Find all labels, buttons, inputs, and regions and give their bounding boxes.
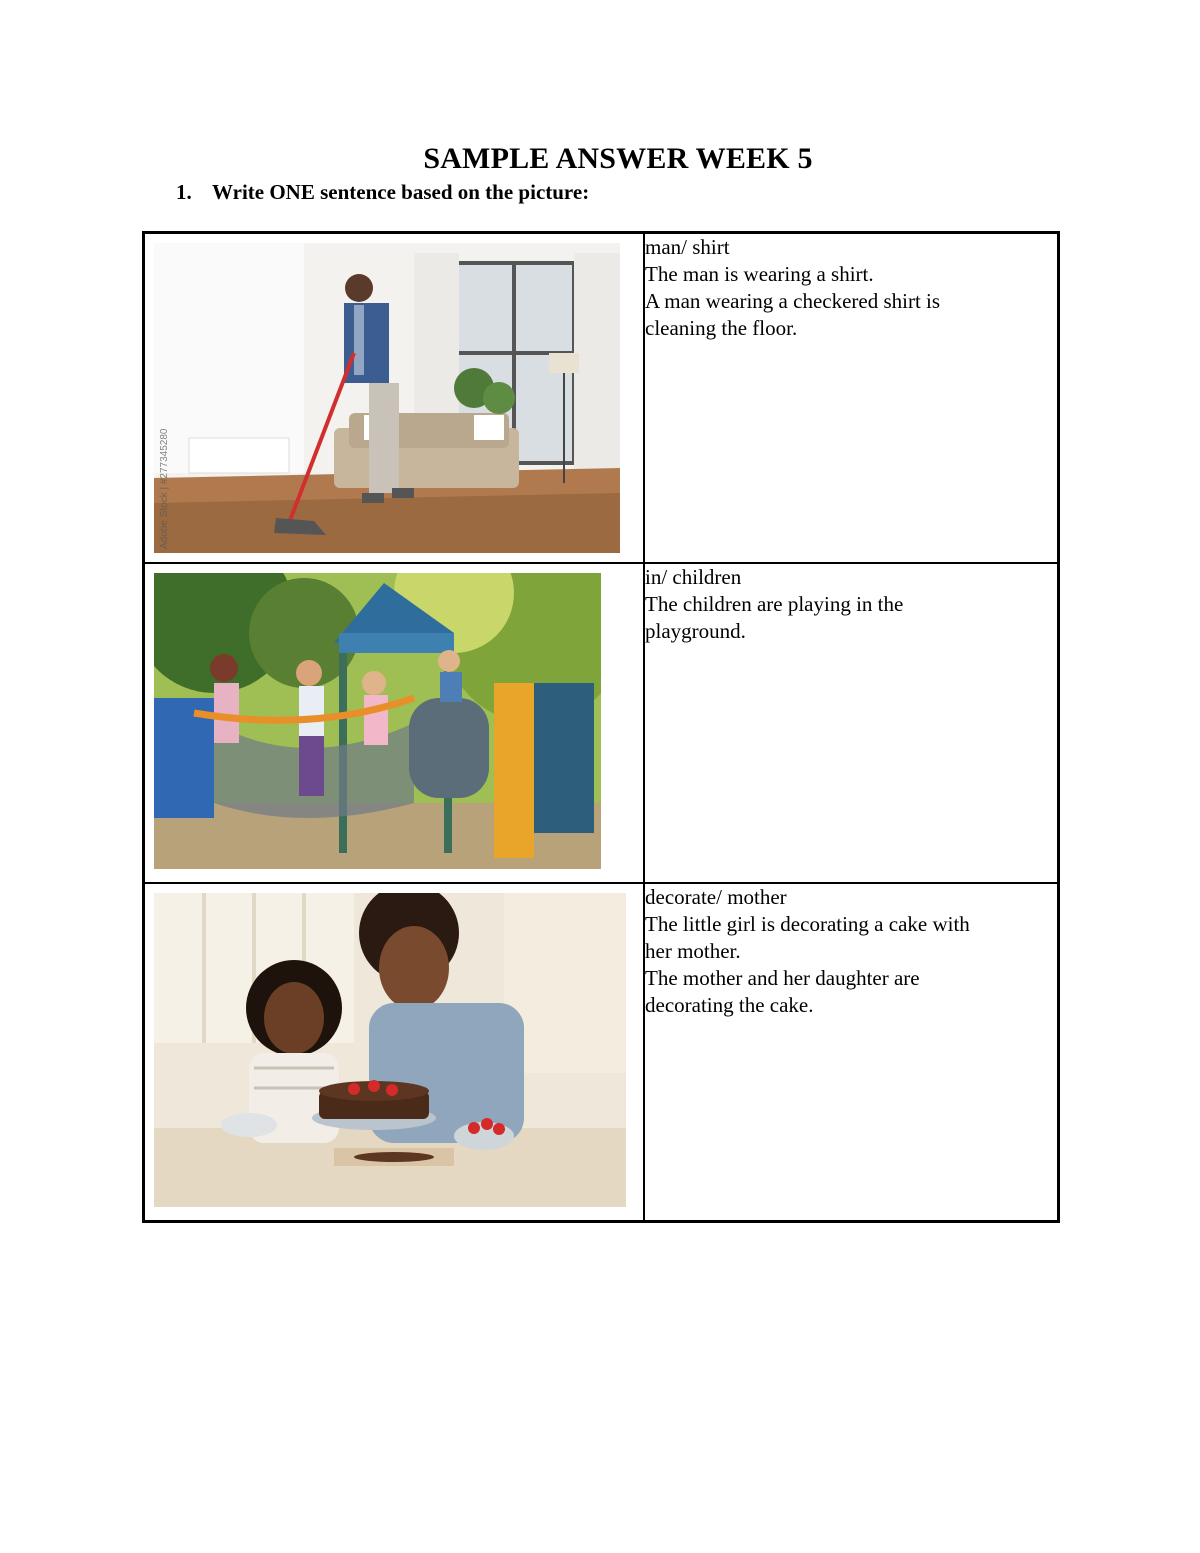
table-row (144, 883, 1059, 1222)
image-watermark: Adobe Stock | #277345280 (159, 428, 170, 549)
answer-line: The children are playing in the (645, 591, 904, 616)
answer-line: The mother and her daughter are (645, 965, 920, 990)
answer-cell (644, 883, 1059, 1222)
answer-line: her mother. (645, 938, 741, 963)
answer-cell (644, 233, 1059, 563)
keyword-line: man/ shirt (645, 235, 730, 259)
answer-line: cleaning the floor. (645, 316, 798, 340)
answer-line: The man is wearing a shirt. (645, 262, 874, 286)
keyword-line: decorate/ mother (645, 884, 787, 909)
answer-line: decorating the cake. (645, 992, 814, 1017)
picture-cell (144, 563, 645, 883)
question-heading (176, 180, 589, 205)
answer-cell (644, 563, 1059, 883)
answer-table (142, 231, 1060, 1223)
table-row (144, 233, 1059, 563)
photo-man-sweeping (154, 243, 620, 553)
table-row (144, 563, 1059, 883)
answer-line: The little girl is decorating a cake with (645, 911, 970, 936)
answer-line: playground. (645, 618, 746, 643)
picture-cell (144, 883, 645, 1222)
question-number: 1. (176, 180, 192, 204)
question-text: Write ONE sentence based on the picture: (212, 180, 590, 204)
photo-mother-daughter-cake (154, 893, 626, 1207)
page-title: SAMPLE ANSWER WEEK 5 (423, 142, 813, 175)
keyword-line: in/ children (645, 564, 742, 589)
answer-line: A man wearing a checkered shirt is (645, 289, 941, 313)
photo-children-playground (154, 573, 601, 869)
picture-cell (144, 233, 645, 563)
